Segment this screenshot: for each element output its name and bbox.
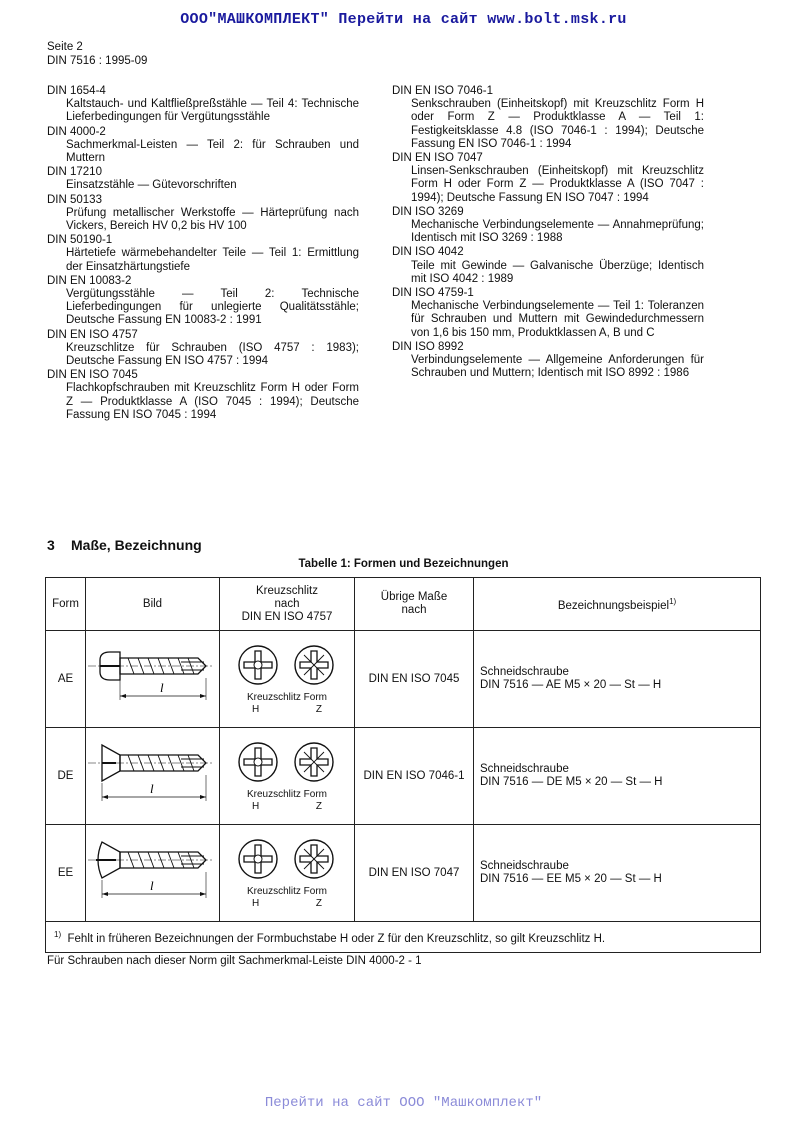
reference-code: DIN EN ISO 7046-1 bbox=[392, 85, 493, 97]
reference-code: DIN ISO 3269 bbox=[392, 205, 464, 218]
reference-code: DIN EN ISO 4757 bbox=[47, 328, 138, 341]
norm-reference: DIN EN ISO 7046-1 bbox=[355, 728, 474, 825]
reference-code: DIN 17210 bbox=[47, 166, 102, 179]
header-form: Form bbox=[46, 578, 86, 631]
reference-desc: Sachmerkmal-Leisten — Teil 2: für Schrauben und Muttern bbox=[66, 138, 359, 165]
reference-code: DIN 50190-1 bbox=[47, 234, 113, 247]
references-right-column bbox=[392, 85, 704, 381]
table-row bbox=[46, 825, 761, 922]
header-kreuz-line3: DIN EN ISO 4757 bbox=[241, 610, 333, 623]
length-label: l bbox=[160, 679, 164, 695]
header-bild: Bild bbox=[86, 578, 220, 631]
form-code: DE bbox=[46, 728, 86, 825]
recess-h: H bbox=[252, 801, 260, 812]
reference-code: DIN 1654-4 bbox=[47, 85, 106, 97]
reference-code: DIN EN 10083-2 bbox=[47, 274, 132, 287]
length-label: l bbox=[150, 780, 154, 796]
raised-countersunk-screw-icon bbox=[86, 832, 216, 912]
table-caption: Tabelle 1: Formen und Bezeichnungen bbox=[298, 558, 509, 570]
site-banner-link[interactable]: ООО"МАШКОМПЛЕКТ" Перейти на сайт www.bolt.msk.ru bbox=[180, 11, 627, 28]
table-row bbox=[46, 631, 761, 728]
phillips-and-pozidriv-recess-icon bbox=[232, 643, 342, 689]
countersunk-screw-icon bbox=[86, 735, 216, 815]
reference-code: DIN ISO 4759-1 bbox=[392, 287, 474, 300]
recess-h: H bbox=[252, 898, 260, 909]
designation-example bbox=[474, 631, 761, 728]
reference-code: DIN 50133 bbox=[47, 193, 102, 206]
header-kreuz-line2: nach bbox=[274, 597, 300, 610]
header-kreuzschlitz bbox=[220, 578, 355, 631]
reference-desc: Verbindungselemente — Allgemeine Anforderungen für Schrauben und Muttern; Identisch mit ISO 8992 : 1986 bbox=[411, 354, 704, 380]
footnote-mark: 1) bbox=[54, 929, 62, 939]
table-header-row bbox=[46, 578, 761, 631]
forms-table bbox=[45, 577, 761, 953]
reference-desc: Flachkopfschrauben mit Kreuzschlitz Form H oder Form Z — Produktklasse A (ISO 7045 : 1994); Deutsche Fassung EN ISO 7045 : 1994 bbox=[66, 382, 359, 421]
norm-reference: DIN EN ISO 7047 bbox=[355, 825, 474, 922]
length-label: l bbox=[150, 877, 154, 893]
reference-item bbox=[392, 152, 704, 205]
reference-desc: Einsatzstähle — Gütevorschriften bbox=[66, 179, 237, 192]
reference-desc: Kaltstauch- und Kaltfließpreßstähle — Teil 4: Technische Lieferbedingungen für Vergütungsstähle bbox=[66, 98, 359, 124]
references-left-column bbox=[47, 85, 359, 423]
recess-label: Kreuzschlitz Form bbox=[246, 789, 327, 800]
screw-drawing-pan-head bbox=[86, 631, 220, 728]
reference-desc: Mechanische Verbindungselemente — Teil 1: Toleranzen für Schrauben und Muttern mit Gewindedurchmessern von 1,6 bis 150 mm, Produktklassen A, B und C bbox=[411, 300, 704, 339]
reference-item bbox=[47, 369, 359, 422]
page-number: Seite 2 bbox=[47, 41, 83, 53]
reference-desc: Kreuzschlitze für Schrauben (ISO 4757 : 1983); Deutsche Fassung EN ISO 4757 : 1994 bbox=[66, 341, 359, 368]
example-line2: DIN 7516 — EE M5 × 20 — St — H bbox=[480, 873, 662, 885]
screw-drawing-raised-countersunk bbox=[86, 825, 220, 922]
reference-code: DIN ISO 4042 bbox=[392, 246, 464, 259]
reference-item bbox=[47, 234, 359, 274]
reference-code: DIN EN ISO 7047 bbox=[392, 152, 483, 165]
reference-desc: Teile mit Gewinde — Galvanische Überzüge; Identisch mit ISO 4042 : 1989 bbox=[411, 259, 704, 285]
reference-item bbox=[47, 275, 359, 328]
reference-item bbox=[47, 85, 359, 125]
recess-z: Z bbox=[315, 801, 322, 812]
example-line2: DIN 7516 — AE M5 × 20 — St — H bbox=[480, 679, 662, 691]
footnote-row bbox=[46, 922, 761, 953]
phillips-and-pozidriv-recess-icon bbox=[232, 740, 342, 786]
reference-item bbox=[47, 166, 359, 192]
example-line2: DIN 7516 — DE M5 × 20 — St — H bbox=[480, 776, 663, 788]
recess-cell bbox=[220, 825, 355, 922]
reference-item bbox=[47, 329, 359, 369]
reference-code: DIN 4000-2 bbox=[47, 125, 106, 138]
recess-cell bbox=[220, 728, 355, 825]
norm-id: DIN 7516 : 1995-09 bbox=[47, 55, 148, 67]
reference-desc: Prüfung metallischer Werkstoffe — Härteprüfung nach Vickers, Bereich HV 0,2 bis HV 100 bbox=[66, 206, 359, 233]
footer-site-link[interactable]: Перейти на сайт ООО "Машкомплект" bbox=[264, 1095, 543, 1111]
recess-label: Kreuzschlitz Form bbox=[246, 886, 327, 897]
reference-desc: Mechanische Verbindungselemente — Annahmeprüfung; Identisch mit ISO 3269 : 1988 bbox=[411, 219, 704, 245]
footnote-text: Fehlt in früheren Bezeichnungen der Formbuchstabe H oder Z für den Kreuzschlitz, so gilt Kreuzschlitz H. bbox=[67, 932, 606, 945]
recess-cell bbox=[220, 631, 355, 728]
section-number: 3 bbox=[47, 537, 55, 553]
example-line1: Schneidschraube bbox=[480, 666, 569, 678]
example-line1: Schneidschraube bbox=[480, 763, 569, 775]
screw-drawing-countersunk bbox=[86, 728, 220, 825]
footnote-ref: 1) bbox=[669, 597, 677, 607]
pan-head-screw-icon bbox=[86, 638, 216, 718]
table-footnote bbox=[46, 922, 761, 953]
example-line1: Schneidschraube bbox=[480, 860, 569, 872]
designation-example bbox=[474, 728, 761, 825]
reference-item bbox=[392, 287, 704, 340]
header-example-text: Bezeichnungsbeispiel bbox=[557, 599, 670, 612]
reference-item bbox=[392, 85, 704, 151]
reference-desc: Vergütungsstähle — Teil 2: Technische Lieferbedingungen für unlegierte Qualitätsstähle; Deutsche Fassung EN 10083-2 : 1991 bbox=[66, 288, 359, 327]
norm-reference: DIN EN ISO 7045 bbox=[355, 631, 474, 728]
header-norm bbox=[355, 578, 474, 631]
header-kreuz-line1: Kreuzschlitz bbox=[256, 584, 318, 597]
section-heading bbox=[47, 537, 202, 553]
recess-z: Z bbox=[315, 898, 322, 909]
phillips-and-pozidriv-recess-icon bbox=[232, 837, 342, 883]
reference-item bbox=[392, 341, 704, 381]
header-example bbox=[474, 578, 761, 631]
reference-desc: Senkschrauben (Einheitskopf) mit Kreuzschlitz Form H oder Form Z — Produktklasse A — Teil 1: Festigkeitsklasse 4.8 (ISO 7046-1 : 1994); Deutsche Fassung EN ISO 7046-1 : 1994 bbox=[411, 98, 704, 150]
reference-item bbox=[392, 246, 704, 286]
header-norm-line1: Übrige Maße bbox=[380, 591, 448, 603]
reference-desc: Linsen-Senkschrauben (Einheitskopf) mit Kreuzschlitz Form H oder Form Z — Produktklasse A (ISO 7047 : 1994); Deutsche Fassung EN ISO 7047 : 1994 bbox=[411, 165, 704, 204]
section-title: Maße, Bezeichnung bbox=[71, 537, 202, 553]
reference-item bbox=[47, 126, 359, 166]
form-code: AE bbox=[46, 631, 86, 728]
header-norm-line2: nach bbox=[401, 604, 427, 616]
recess-h: H bbox=[252, 704, 260, 715]
form-code: EE bbox=[46, 825, 86, 922]
reference-code: DIN EN ISO 7045 bbox=[47, 369, 138, 382]
table-row bbox=[46, 728, 761, 825]
reference-item bbox=[47, 194, 359, 234]
reference-desc: Härtetiefe wärmebehandelter Teile — Teil 1: Ermittlung der Einsatzhärtungstiefe bbox=[66, 247, 359, 273]
recess-label: Kreuzschlitz Form bbox=[246, 692, 327, 703]
bottom-note: Für Schrauben nach dieser Norm gilt Sachmerkmal-Leiste DIN 4000-2 - 1 bbox=[47, 955, 422, 967]
recess-z: Z bbox=[315, 704, 322, 715]
designation-example bbox=[474, 825, 761, 922]
reference-item bbox=[392, 206, 704, 246]
page-header bbox=[47, 40, 147, 68]
reference-code: DIN ISO 8992 bbox=[392, 340, 464, 353]
